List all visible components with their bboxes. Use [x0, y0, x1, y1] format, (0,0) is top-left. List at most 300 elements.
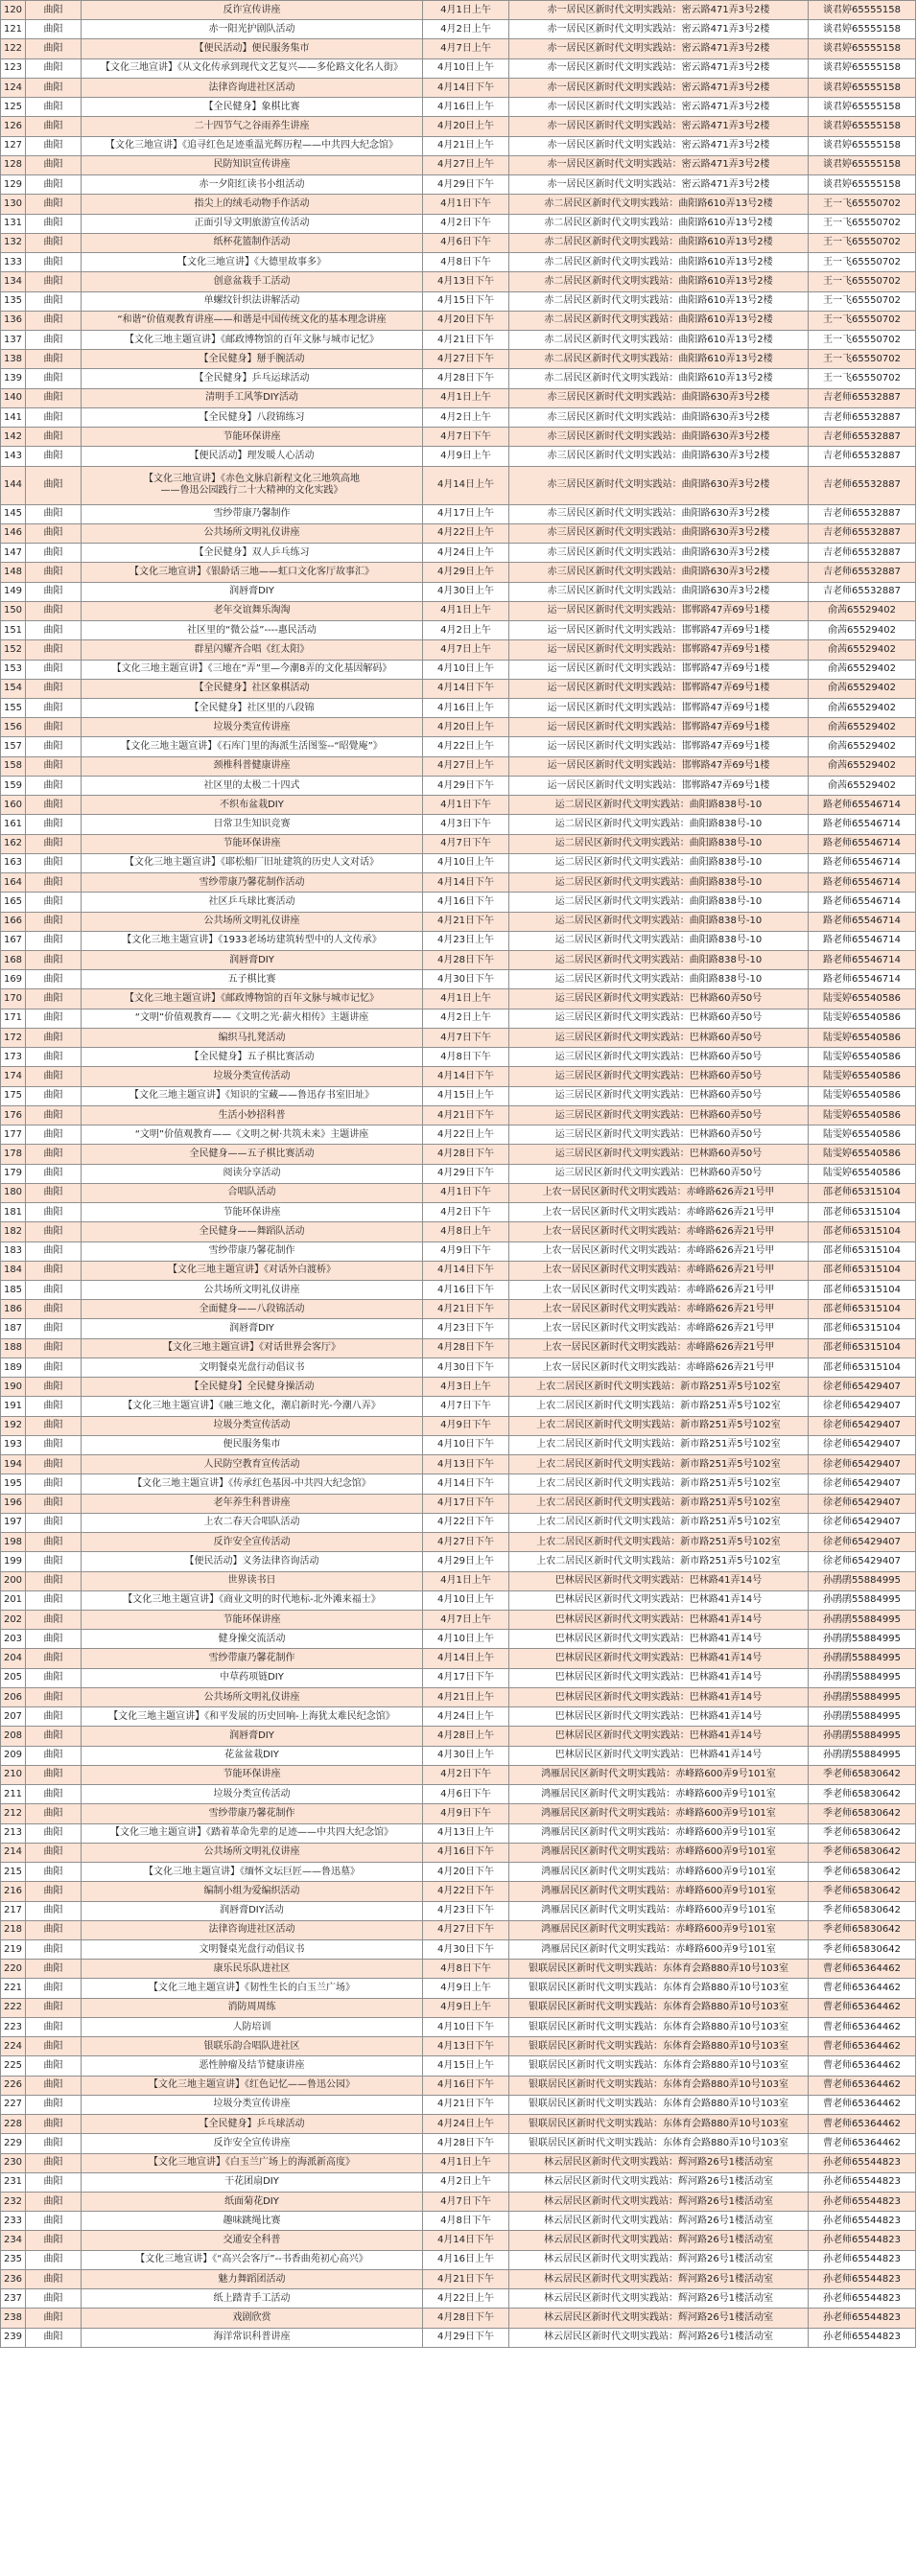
activity-title: 垃圾分类宣传讲座 [82, 718, 423, 737]
row-number: 135 [1, 291, 26, 311]
activity-time: 4月13日下午 [423, 272, 509, 291]
activity-location: 巴林居民区新时代文明实践站：巴林路41弄14号 [509, 1727, 809, 1746]
contact-person: 曹老师65364462 [809, 2115, 916, 2134]
street-name: 曲阳 [26, 2017, 82, 2036]
activity-location: 巴林居民区新时代文明实践站：巴林路41弄14号 [509, 1746, 809, 1765]
row-number: 170 [1, 989, 26, 1009]
street-name: 曲阳 [26, 1513, 82, 1532]
activity-location: 运二居民区新时代文明实践站：曲阳路838号-10 [509, 796, 809, 815]
table-row [1, 1416, 916, 1435]
activity-title: “文明”价值观教育——《文明之光·薪火相传》主题讲座 [82, 1009, 423, 1028]
activity-title: 上农二春天合唱队活动 [82, 1513, 423, 1532]
row-number: 123 [1, 58, 26, 78]
row-number: 227 [1, 2095, 26, 2114]
activity-location: 运二居民区新时代文明实践站：曲阳路838号-10 [509, 853, 809, 872]
row-number: 228 [1, 2115, 26, 2134]
table-row [1, 815, 916, 834]
activity-location: 上农一居民区新时代文明实践站：赤峰路626弄21号甲 [509, 1338, 809, 1358]
street-name: 曲阳 [26, 1939, 82, 1959]
activity-time: 4月1日下午 [423, 796, 509, 815]
contact-person: 吉老师65532887 [809, 407, 916, 427]
table-row [1, 1358, 916, 1377]
contact-person: 路老师65546714 [809, 951, 916, 970]
activity-location: 运三居民区新时代文明实践站：巴林路60弄50号 [509, 1048, 809, 1067]
activity-time: 4月1日上午 [423, 601, 509, 620]
activity-location: 林云居民区新时代文明实践站：辉河路26号1楼活动室 [509, 2153, 809, 2172]
activity-location: 赤一居民区新时代文明实践站：密云路471弄3号2楼 [509, 175, 809, 195]
activity-time: 4月1日下午 [423, 1183, 509, 1202]
row-number: 185 [1, 1281, 26, 1300]
table-row [1, 2115, 916, 2134]
activity-location: 林云居民区新时代文明实践站：辉河路26号1楼活动室 [509, 2309, 809, 2328]
activity-title: 指尖上的绒毛动物手作活动 [82, 195, 423, 214]
row-number: 156 [1, 718, 26, 737]
activity-title: 单螺纹针织法讲解活动 [82, 291, 423, 311]
activity-time: 4月7日下午 [423, 1028, 509, 1047]
activity-title: 【文化三地主题宣讲】《对话世界会客厅》 [82, 1338, 423, 1358]
activity-title: 【文化三地主题宣讲】《和平发展的历史回响-上海犹太难民纪念馆》 [82, 1707, 423, 1727]
activity-location: 赤三居民区新时代文明实践站：曲阳路630弄3号2楼 [509, 466, 809, 504]
row-number: 181 [1, 1203, 26, 1222]
activity-location: 赤二居民区新时代文明实践站：曲阳路610弄13号2楼 [509, 272, 809, 291]
activity-location: 运三居民区新时代文明实践站：巴林路60弄50号 [509, 1145, 809, 1164]
table-row [1, 1397, 916, 1416]
activity-title [82, 466, 423, 504]
contact-person: 路老师65546714 [809, 873, 916, 893]
contact-person: 孙鹃鹃55884995 [809, 1668, 916, 1687]
activity-time: 4月6日下午 [423, 233, 509, 252]
activity-location: 鸿雁居民区新时代文明实践站：赤峰路600弄9号101室 [509, 1863, 809, 1882]
table-row [1, 1668, 916, 1687]
table-row [1, 1281, 916, 1300]
activity-time: 4月28日下午 [423, 951, 509, 970]
activity-location: 林云居民区新时代文明实践站：辉河路26号1楼活动室 [509, 2193, 809, 2212]
table-row [1, 1455, 916, 1474]
activity-title: 润唇膏DIY [82, 951, 423, 970]
street-name: 曲阳 [26, 1455, 82, 1474]
activity-location: 运一居民区新时代文明实践站：邯郸路47弄69号1楼 [509, 756, 809, 776]
activity-time: 4月1日上午 [423, 989, 509, 1009]
activity-location: 赤三居民区新时代文明实践站：曲阳路630弄3号2楼 [509, 582, 809, 601]
table-row [1, 1727, 916, 1746]
contact-person: 孙老师65544823 [809, 2212, 916, 2231]
activity-location: 赤一居民区新时代文明实践站：密云路471弄3号2楼 [509, 155, 809, 174]
street-name: 曲阳 [26, 1785, 82, 1804]
row-number: 168 [1, 951, 26, 970]
row-number: 193 [1, 1435, 26, 1454]
street-name: 曲阳 [26, 1086, 82, 1105]
activity-time: 4月14日上午 [423, 1649, 509, 1668]
contact-person: 季老师65830642 [809, 1823, 916, 1843]
activity-title-line: 【文化三地宣讲】《赤色文脉启新程文化三地筑高地 [144, 474, 360, 485]
activity-location: 运三居民区新时代文明实践站：巴林路60弄50号 [509, 1126, 809, 1145]
row-number: 195 [1, 1474, 26, 1494]
row-number: 166 [1, 912, 26, 931]
table-row [1, 1901, 916, 1920]
street-name: 曲阳 [26, 776, 82, 795]
table-row [1, 291, 916, 311]
table-row [1, 1183, 916, 1202]
activity-location: 赤一居民区新时代文明实践站：密云路471弄3号2楼 [509, 136, 809, 155]
activity-title: 公共场所文明礼仪讲座 [82, 523, 423, 543]
activity-time: 4月7日上午 [423, 1610, 509, 1629]
street-name: 曲阳 [26, 1300, 82, 1319]
row-number: 187 [1, 1319, 26, 1338]
activity-time: 4月28日下午 [423, 1145, 509, 1164]
row-number: 203 [1, 1630, 26, 1649]
activity-location: 赤一居民区新时代文明实践站：密云路471弄3号2楼 [509, 20, 809, 39]
street-name: 曲阳 [26, 155, 82, 174]
activity-location: 鸿雁居民区新时代文明实践站：赤峰路600弄9号101室 [509, 1765, 809, 1784]
contact-person: 曹老师65364462 [809, 2095, 916, 2114]
activity-time: 4月20日下午 [423, 311, 509, 330]
activity-time: 4月2日下午 [423, 1765, 509, 1784]
activity-location: 赤三居民区新时代文明实践站：曲阳路630弄3号2楼 [509, 407, 809, 427]
contact-person: 王一飞65550702 [809, 214, 916, 233]
street-name: 曲阳 [26, 272, 82, 291]
contact-person: 俞茜65529402 [809, 640, 916, 660]
activity-title: 反诈宣传讲座 [82, 1, 423, 20]
row-number: 176 [1, 1105, 26, 1125]
activity-location: 运二居民区新时代文明实践站：曲阳路838号-10 [509, 970, 809, 989]
row-number: 136 [1, 311, 26, 330]
activity-title: 正面引导文明旅游宣传活动 [82, 214, 423, 233]
row-number: 171 [1, 1009, 26, 1028]
row-number: 190 [1, 1378, 26, 1397]
row-number: 140 [1, 388, 26, 407]
activity-time: 4月30日上午 [423, 1746, 509, 1765]
activity-location: 林云居民区新时代文明实践站：辉河路26号1楼活动室 [509, 2328, 809, 2347]
table-row [1, 796, 916, 815]
activity-time: 4月23日下午 [423, 1319, 509, 1338]
table-row [1, 951, 916, 970]
row-number: 179 [1, 1164, 26, 1183]
activity-time: 4月29日下午 [423, 1164, 509, 1183]
activity-time: 4月21日上午 [423, 136, 509, 155]
contact-person: 王一飞65550702 [809, 350, 916, 369]
activity-location: 巴林居民区新时代文明实践站：巴林路41弄14号 [509, 1668, 809, 1687]
activity-title: 文明餐桌光盘行动倡议书 [82, 1358, 423, 1377]
table-row [1, 1785, 916, 1804]
table-row [1, 2056, 916, 2076]
street-name: 曲阳 [26, 2250, 82, 2269]
activity-location: 巴林居民区新时代文明实践站：巴林路41弄14号 [509, 1610, 809, 1629]
activity-location: 银联居民区新时代文明实践站：东体育会路880弄10号103室 [509, 2134, 809, 2153]
activity-location: 林云居民区新时代文明实践站：辉河路26号1楼活动室 [509, 2172, 809, 2192]
activity-time: 4月28日下午 [423, 369, 509, 388]
row-number: 154 [1, 679, 26, 698]
table-row [1, 311, 916, 330]
table-row [1, 2172, 916, 2192]
row-number: 132 [1, 233, 26, 252]
row-number: 214 [1, 1843, 26, 1862]
activity-location: 银联居民区新时代文明实践站：东体育会路880弄10号103室 [509, 2056, 809, 2076]
contact-person: 吉老师65532887 [809, 544, 916, 563]
street-name: 曲阳 [26, 407, 82, 427]
row-number: 162 [1, 834, 26, 853]
row-number: 178 [1, 1145, 26, 1164]
activity-time: 4月22日上午 [423, 737, 509, 756]
activity-title: 【文化三地主题宣讲】《传承红色基因-中共四大纪念馆》 [82, 1474, 423, 1494]
activity-title: 康乐民乐队进社区 [82, 1960, 423, 1979]
row-number: 160 [1, 796, 26, 815]
activity-title: 法律咨询进社区活动 [82, 78, 423, 97]
row-number: 164 [1, 873, 26, 893]
table-row [1, 621, 916, 640]
activity-title: 人防培训 [82, 2017, 423, 2036]
table-row [1, 1687, 916, 1706]
contact-person: 路老师65546714 [809, 931, 916, 950]
contact-person: 曹老师65364462 [809, 2134, 916, 2153]
contact-person: 孙老师65544823 [809, 2250, 916, 2269]
activity-time: 4月16日下午 [423, 2076, 509, 2095]
contact-person: 王一飞65550702 [809, 195, 916, 214]
street-name: 曲阳 [26, 1746, 82, 1765]
activity-title: 阅读分享活动 [82, 1164, 423, 1183]
activity-location: 赤一居民区新时代文明实践站：密云路471弄3号2楼 [509, 98, 809, 117]
row-number: 219 [1, 1939, 26, 1959]
activity-location: 赤二居民区新时代文明实践站：曲阳路610弄13号2楼 [509, 233, 809, 252]
contact-person: 吉老师65532887 [809, 447, 916, 466]
street-name: 曲阳 [26, 1397, 82, 1416]
street-name: 曲阳 [26, 1823, 82, 1843]
contact-person: 季老师65830642 [809, 1863, 916, 1882]
street-name: 曲阳 [26, 2037, 82, 2056]
table-row [1, 1513, 916, 1532]
contact-person: 陆雯婷65540586 [809, 1028, 916, 1047]
contact-person: 陆雯婷65540586 [809, 1009, 916, 1028]
activity-time: 4月21日下午 [423, 1105, 509, 1125]
activity-time: 4月27日下午 [423, 1533, 509, 1552]
row-number: 189 [1, 1358, 26, 1377]
street-name: 曲阳 [26, 1960, 82, 1979]
row-number: 213 [1, 1823, 26, 1843]
street-name: 曲阳 [26, 466, 82, 504]
street-name: 曲阳 [26, 718, 82, 737]
contact-person: 曹老师65364462 [809, 1960, 916, 1979]
activity-location: 鸿雁居民区新时代文明实践站：赤峰路600弄9号101室 [509, 1920, 809, 1939]
street-name: 曲阳 [26, 1338, 82, 1358]
activity-time: 4月30日下午 [423, 1358, 509, 1377]
row-number: 229 [1, 2134, 26, 2153]
table-row [1, 679, 916, 698]
contact-person: 孙老师65544823 [809, 2231, 916, 2250]
table-row [1, 428, 916, 447]
contact-person: 孙老师65544823 [809, 2269, 916, 2288]
table-row [1, 893, 916, 912]
activity-title: 健身操交流活动 [82, 1630, 423, 1649]
activity-title: 纸面菊花DIY [82, 2193, 423, 2212]
contact-person: 季老师65830642 [809, 1765, 916, 1784]
activity-title: 群星闪耀齐合唱《红太阳》 [82, 640, 423, 660]
contact-person: 徐老师65429407 [809, 1533, 916, 1552]
table-body [1, 1, 916, 2348]
contact-person: 谈君婷65555158 [809, 98, 916, 117]
row-number: 169 [1, 970, 26, 989]
activity-title: 【便民活动】理发暖人心活动 [82, 447, 423, 466]
street-name: 曲阳 [26, 2289, 82, 2309]
activity-title: 赤一夕阳红读书小组活动 [82, 175, 423, 195]
street-name: 曲阳 [26, 2269, 82, 2288]
activity-time: 4月23日下午 [423, 1901, 509, 1920]
activity-location: 运三居民区新时代文明实践站：巴林路60弄50号 [509, 1086, 809, 1105]
activity-time: 4月17日下午 [423, 1668, 509, 1687]
activity-location: 赤二居民区新时代文明实践站：曲阳路610弄13号2楼 [509, 330, 809, 349]
table-row [1, 1707, 916, 1727]
contact-person: 谈君婷65555158 [809, 117, 916, 136]
table-row [1, 407, 916, 427]
activity-title: 全民健身——舞蹈队活动 [82, 1222, 423, 1242]
activity-location: 运一居民区新时代文明实践站：邯郸路47弄69号1楼 [509, 640, 809, 660]
activity-title: 润唇膏DIY [82, 1319, 423, 1338]
row-number: 224 [1, 2037, 26, 2056]
activity-location: 鸿雁居民区新时代文明实践站：赤峰路600弄9号101室 [509, 1823, 809, 1843]
table-row [1, 253, 916, 272]
activity-title: 【文化三地主题宣讲】《韧性生长的白玉兰广场》 [82, 1979, 423, 1998]
activity-title: 公共场所文明礼仪讲座 [82, 912, 423, 931]
activity-location: 赤二居民区新时代文明实践站：曲阳路610弄13号2楼 [509, 369, 809, 388]
street-name: 曲阳 [26, 2153, 82, 2172]
street-name: 曲阳 [26, 1765, 82, 1784]
row-number: 215 [1, 1863, 26, 1882]
row-number: 206 [1, 1687, 26, 1706]
activity-time: 4月1日上午 [423, 1, 509, 20]
activity-title: 日常卫生知识竞赛 [82, 815, 423, 834]
street-name: 曲阳 [26, 970, 82, 989]
table-row [1, 1300, 916, 1319]
activity-location: 银联居民区新时代文明实践站：东体育会路880弄10号103室 [509, 1998, 809, 2017]
activity-location: 上农二居民区新时代文明实践站：新市路251弄5号102室 [509, 1474, 809, 1494]
activity-time: 4月3日上午 [423, 1378, 509, 1397]
table-row [1, 1145, 916, 1164]
table-row [1, 834, 916, 853]
contact-person: 徐老师65429407 [809, 1435, 916, 1454]
row-number: 237 [1, 2289, 26, 2309]
contact-person: 俞茜65529402 [809, 776, 916, 795]
table-row [1, 1164, 916, 1183]
table-row [1, 175, 916, 195]
street-name: 曲阳 [26, 1164, 82, 1183]
street-name: 曲阳 [26, 369, 82, 388]
activity-time: 4月10日上午 [423, 660, 509, 679]
row-number: 194 [1, 1455, 26, 1474]
activity-location: 巴林居民区新时代文明实践站：巴林路41弄14号 [509, 1687, 809, 1706]
table-row [1, 1009, 916, 1028]
table-row [1, 1222, 916, 1242]
row-number: 233 [1, 2212, 26, 2231]
street-name: 曲阳 [26, 853, 82, 872]
table-row [1, 504, 916, 523]
contact-person: 谈君婷65555158 [809, 175, 916, 195]
row-number: 196 [1, 1494, 26, 1513]
contact-person: 王一飞65550702 [809, 272, 916, 291]
activity-time: 4月16日下午 [423, 893, 509, 912]
activity-title: 花盆盆栽DIY [82, 1746, 423, 1765]
activity-title: 世界读书日 [82, 1571, 423, 1590]
contact-person: 王一飞65550702 [809, 291, 916, 311]
row-number: 209 [1, 1746, 26, 1765]
contact-person: 孙鹃鹃55884995 [809, 1746, 916, 1765]
street-name: 曲阳 [26, 2193, 82, 2212]
street-name: 曲阳 [26, 195, 82, 214]
activity-title: 中草药项链DIY [82, 1668, 423, 1687]
street-name: 曲阳 [26, 1571, 82, 1590]
contact-person: 季老师65830642 [809, 1843, 916, 1862]
contact-person: 季老师65830642 [809, 1939, 916, 1959]
activity-location: 鸿雁居民区新时代文明实践站：赤峰路600弄9号101室 [509, 1843, 809, 1862]
activity-location: 林云居民区新时代文明实践站：辉河路26号1楼活动室 [509, 2212, 809, 2231]
activity-location: 上农二居民区新时代文明实践站：新市路251弄5号102室 [509, 1378, 809, 1397]
row-number: 150 [1, 601, 26, 620]
activity-location: 运一居民区新时代文明实践站：邯郸路47弄69号1楼 [509, 601, 809, 620]
activity-time: 4月14日下午 [423, 1474, 509, 1494]
table-row [1, 1338, 916, 1358]
table-row [1, 2269, 916, 2288]
activity-title: 全面健身——八段锦活动 [82, 1300, 423, 1319]
street-name: 曲阳 [26, 350, 82, 369]
activity-location: 上农一居民区新时代文明实践站：赤峰路626弄21号甲 [509, 1300, 809, 1319]
contact-person: 路老师65546714 [809, 912, 916, 931]
activity-title: 【全民健身】象棋比赛 [82, 98, 423, 117]
table-row [1, 970, 916, 989]
table-row [1, 776, 916, 795]
activity-time: 4月27日下午 [423, 1920, 509, 1939]
contact-person: 王一飞65550702 [809, 311, 916, 330]
table-row [1, 2309, 916, 2328]
street-name: 曲阳 [26, 1048, 82, 1067]
activity-location: 运一居民区新时代文明实践站：邯郸路47弄69号1楼 [509, 718, 809, 737]
activity-time: 4月10日上午 [423, 1590, 509, 1610]
contact-person: 曹老师65364462 [809, 2037, 916, 2056]
contact-person: 吉老师65532887 [809, 523, 916, 543]
row-number: 235 [1, 2250, 26, 2269]
activity-title: 【文化三地宣讲】《银龄话三地——虹口文化客厅故事汇》 [82, 563, 423, 582]
activity-title: 【文化三地主题宣讲】《商业文明的时代地标-北外滩来福士》 [82, 1590, 423, 1610]
activity-location: 运二居民区新时代文明实践站：曲阳路838号-10 [509, 931, 809, 950]
row-number: 151 [1, 621, 26, 640]
activity-time: 4月16日上午 [423, 2250, 509, 2269]
row-number: 177 [1, 1126, 26, 1145]
activity-time: 4月10日下午 [423, 2017, 509, 2036]
activity-location: 银联居民区新时代文明实践站：东体育会路880弄10号103室 [509, 1979, 809, 1998]
street-name: 曲阳 [26, 2095, 82, 2114]
activity-location: 上农二居民区新时代文明实践站：新市路251弄5号102室 [509, 1552, 809, 1571]
table-row [1, 1261, 916, 1280]
activity-location: 上农二居民区新时代文明实践站：新市路251弄5号102室 [509, 1397, 809, 1416]
row-number: 182 [1, 1222, 26, 1242]
street-name: 曲阳 [26, 1416, 82, 1435]
street-name: 曲阳 [26, 39, 82, 58]
contact-person: 曹老师65364462 [809, 2017, 916, 2036]
street-name: 曲阳 [26, 1028, 82, 1047]
street-name: 曲阳 [26, 504, 82, 523]
activity-time: 4月16日下午 [423, 1281, 509, 1300]
activity-time: 4月29日下午 [423, 2328, 509, 2347]
table-row [1, 1086, 916, 1105]
activity-title: 【文化三地主题宣讲】《红色记忆——鲁迅公园》 [82, 2076, 423, 2095]
contact-person: 徐老师65429407 [809, 1513, 916, 1532]
activity-time: 4月2日上午 [423, 2172, 509, 2192]
row-number: 216 [1, 1882, 26, 1901]
row-number: 139 [1, 369, 26, 388]
activity-location: 运二居民区新时代文明实践站：曲阳路838号-10 [509, 873, 809, 893]
activity-time: 4月27日上午 [423, 155, 509, 174]
street-name: 曲阳 [26, 679, 82, 698]
contact-person: 谈君婷65555158 [809, 136, 916, 155]
row-number: 197 [1, 1513, 26, 1532]
contact-person: 谈君婷65555158 [809, 78, 916, 97]
activity-time: 4月14日下午 [423, 873, 509, 893]
